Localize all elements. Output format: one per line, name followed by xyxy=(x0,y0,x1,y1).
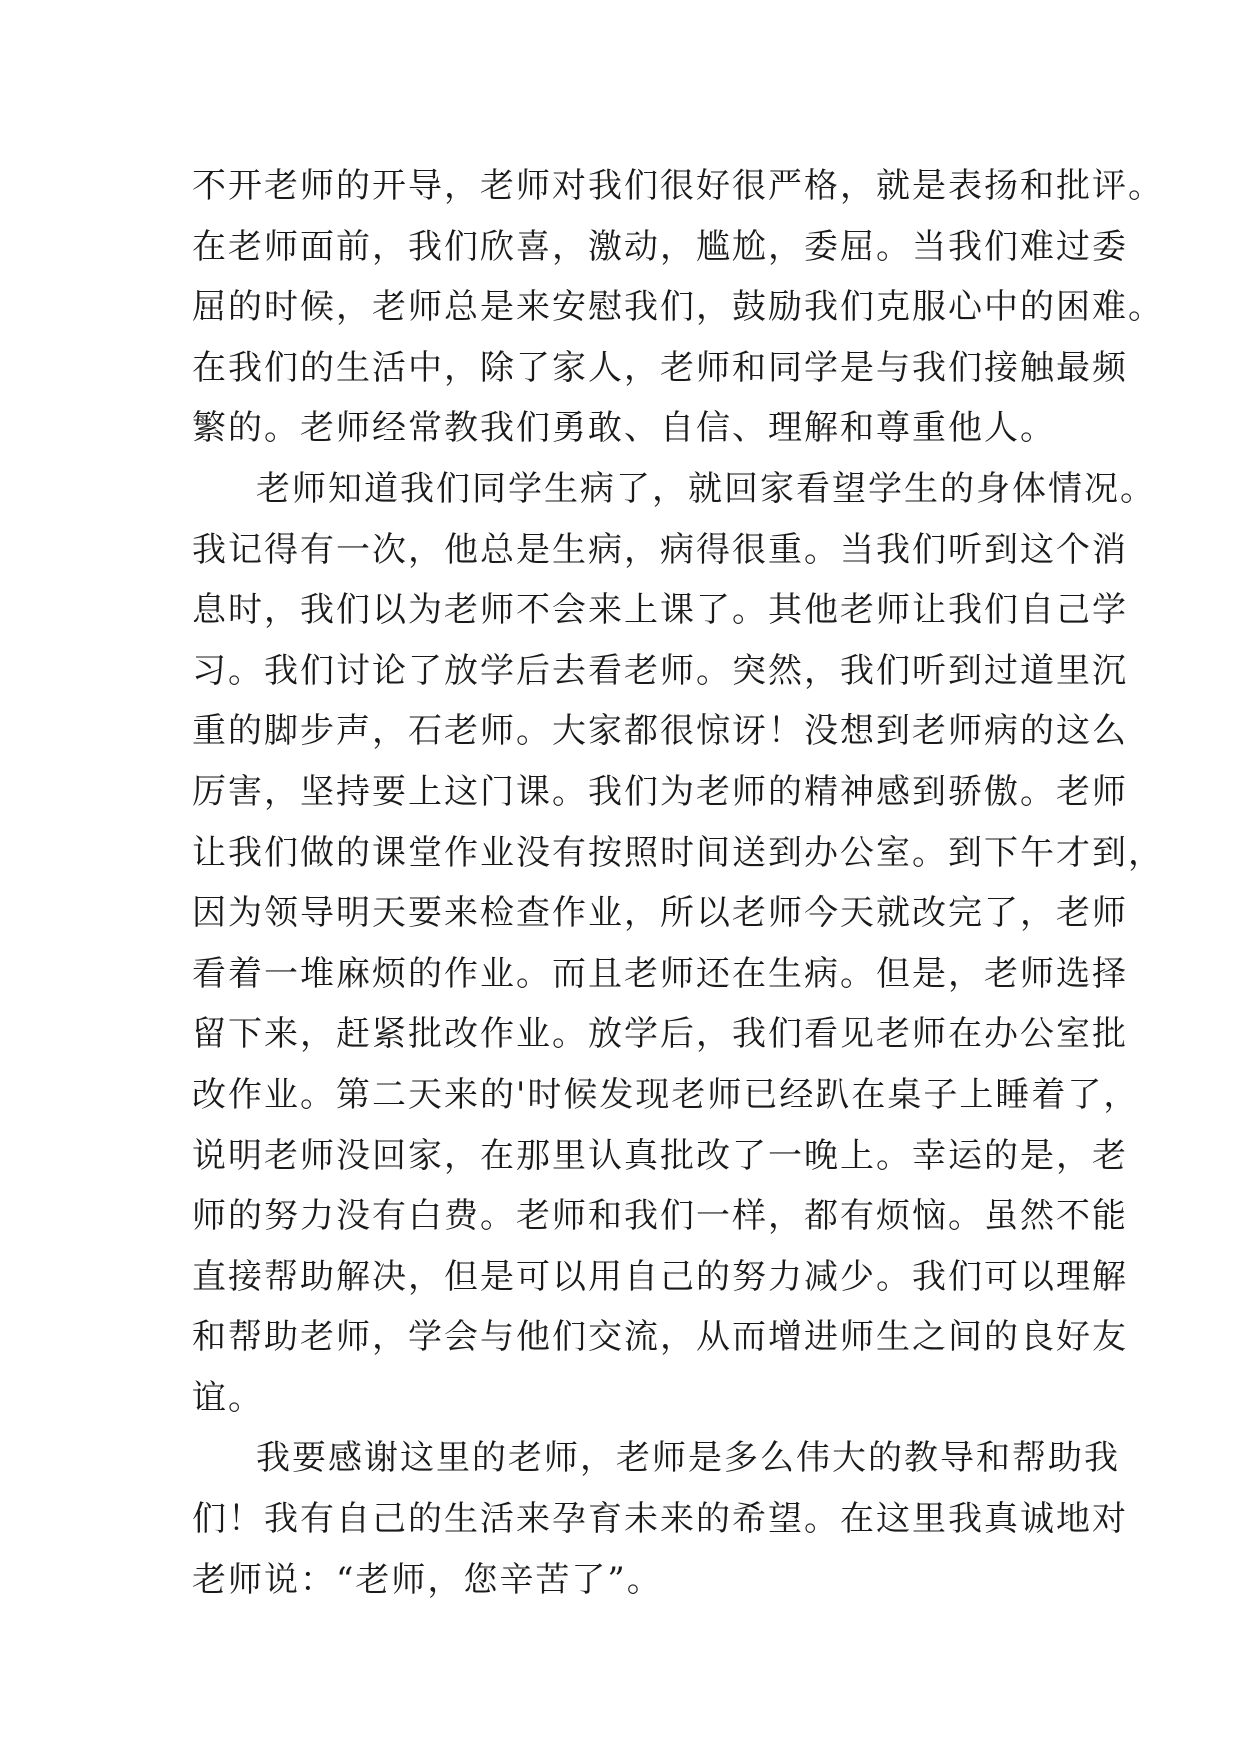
text-line: 留下来，赶紧批改作业。放学后，我们看见老师在办公室批 xyxy=(192,1014,1128,1055)
text-line: 因为领导明天要来检查作业，所以老师今天就改完了，老师 xyxy=(192,893,1128,934)
paragraph xyxy=(192,1428,1128,1610)
text-line: 说明老师没回家，在那里认真批改了一晚上。幸运的是，老 xyxy=(192,1135,1128,1176)
text-line: 师的努力没有白费。老师和我们一样，都有烦恼。虽然不能 xyxy=(192,1196,1128,1237)
text-line: 谊。 xyxy=(192,1377,264,1418)
text-line: 不开老师的开导，老师对我们很好很严格，就是表扬和批评。 xyxy=(192,166,1164,206)
text-line: 直接帮助解决，但是可以用自己的努力减少。我们可以理解 xyxy=(192,1256,1128,1297)
document-body xyxy=(192,156,1164,1610)
text-line: 厉害，坚持要上这门课。我们为老师的精神感到骄傲。老师 xyxy=(192,771,1128,812)
text-line: 重的脚步声，石老师。大家都很惊讶！没想到老师病的这么 xyxy=(192,711,1128,752)
text-line: 在老师面前，我们欣喜，激动，尴尬，委屈。当我们难过委 xyxy=(192,226,1128,267)
paragraph xyxy=(192,459,1164,1429)
paragraph xyxy=(192,156,1164,459)
text-line: 让我们做的课堂作业没有按照时间送到办公室。到下午才到， xyxy=(192,832,1164,873)
text-line: 老师知道我们同学生病了，就回家看望学生的身体情况。 xyxy=(256,468,1156,509)
text-line: 屈的时候，老师总是来安慰我们，鼓励我们克服心中的困难。 xyxy=(192,287,1164,328)
text-line: 改作业。第二天来的'时候发现老师已经趴在桌子上睡着了， xyxy=(192,1074,1140,1115)
text-line: 习。我们讨论了放学后去看老师。突然，我们听到过道里沉 xyxy=(192,650,1128,691)
text-line: 我要感谢这里的老师，老师是多么伟大的教导和帮助我 xyxy=(256,1438,1120,1479)
text-line: 在我们的生活中，除了家人，老师和同学是与我们接触最频 xyxy=(192,347,1128,388)
text-line: 息时，我们以为老师不会来上课了。其他老师让我们自己学 xyxy=(192,590,1128,631)
text-line: 和帮助老师，学会与他们交流，从而增进师生之间的良好友 xyxy=(192,1317,1128,1358)
text-line: 们！我有自己的生活来孕育未来的希望。在这里我真诚地对 xyxy=(192,1499,1128,1540)
text-line: 老师说：“老师，您辛苦了”。 xyxy=(192,1559,663,1600)
text-line: 我记得有一次，他总是生病，病得很重。当我们听到这个消 xyxy=(192,529,1128,570)
text-line: 看着一堆麻烦的作业。而且老师还在生病。但是，老师选择 xyxy=(192,953,1128,994)
text-line: 繁的。老师经常教我们勇敢、自信、理解和尊重他人。 xyxy=(192,408,1056,449)
